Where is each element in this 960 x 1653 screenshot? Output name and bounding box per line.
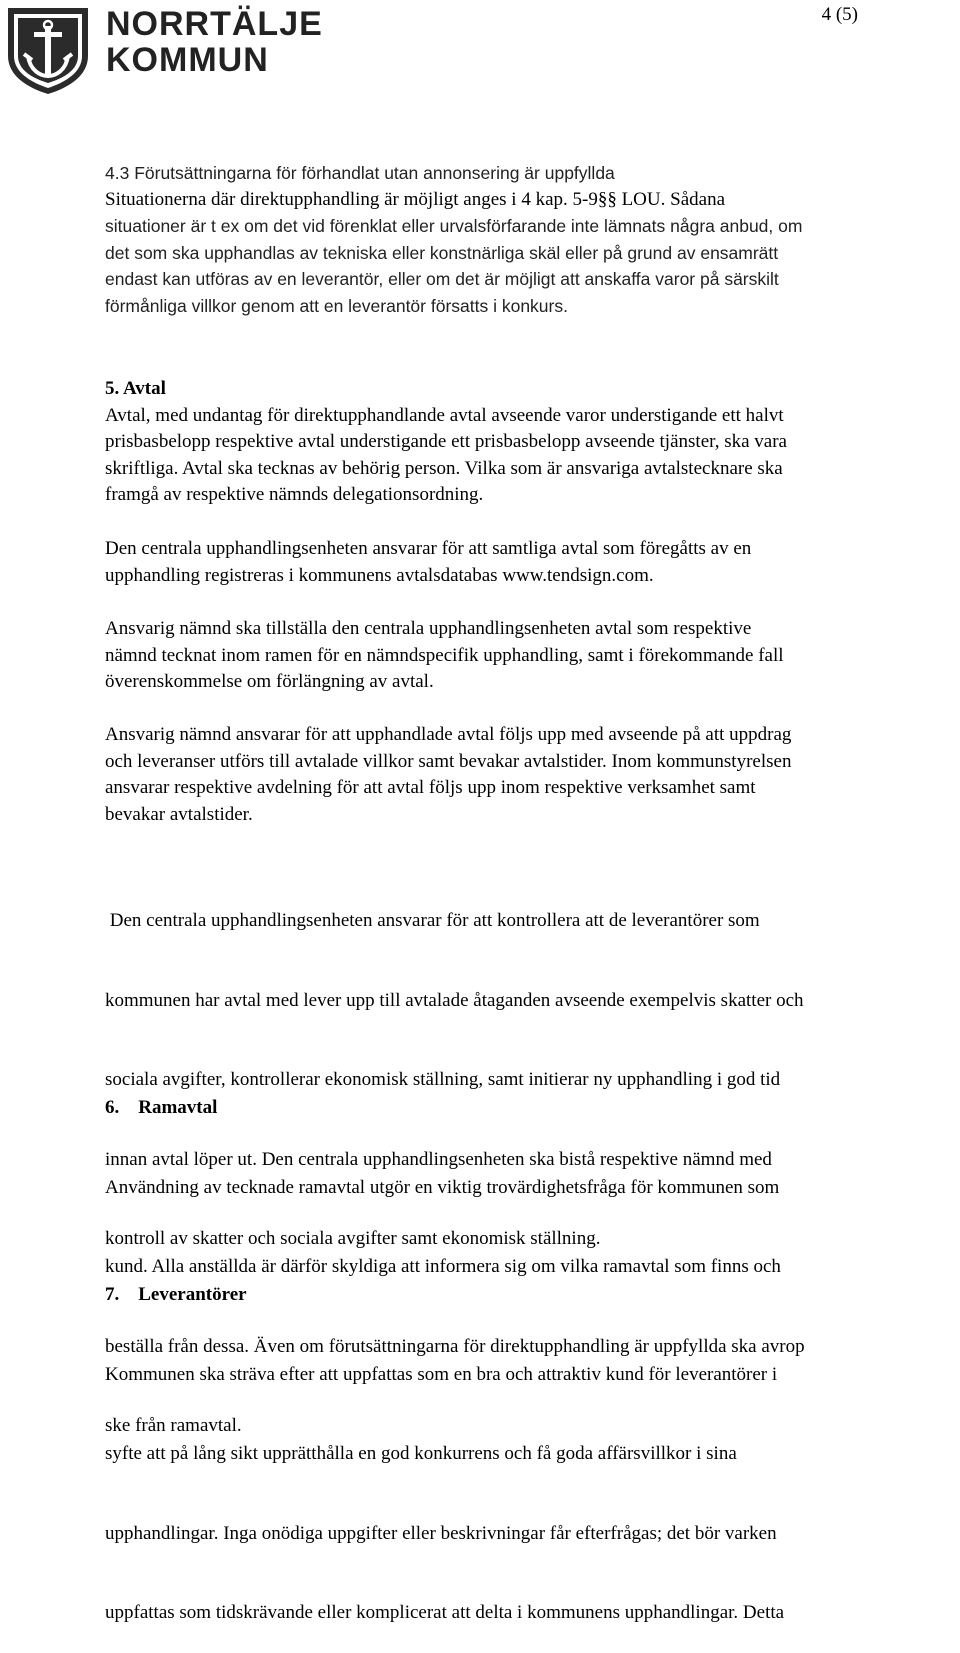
page-number: 4 (5) bbox=[821, 4, 858, 25]
text-line: ansvarar respektive avdelning för att avtal följs upp inom respektive verksamhet samt bbox=[105, 777, 756, 798]
text-line: uppfattas som tidskrävande eller komplicerat att delta i kommunens upphandlingar. Detta bbox=[105, 1602, 785, 1623]
text-line: bevakar avtalstider. bbox=[105, 803, 253, 825]
text-line: kommunen har avtal med lever upp till avtalade åtaganden avseende exempelvis skatter och bbox=[105, 989, 804, 1011]
section-5-paragraph-3 bbox=[105, 616, 960, 696]
logo-line-2: KOMMUN bbox=[106, 41, 269, 79]
text-line: innan avtal löper ut. Den centrala upphandlingsenheten ska bistå respektive nämnd med bbox=[105, 1148, 772, 1170]
text-line: syfte att på lång sikt upprätthålla en god konkurrens och få goda affärsvillkor i sina bbox=[105, 1443, 737, 1464]
text-line: och leveranser utförs till avtalade villkor samt bevakar avtalstider. Inom kommunstyrelsen bbox=[105, 750, 792, 772]
section-6-heading: 6. Ramavtal bbox=[105, 1097, 218, 1118]
text-line: beställa från dessa. Även om förutsättningarna för direktupphandling är uppfyllda ska avrop bbox=[105, 1335, 805, 1357]
text-line: kontroll av skatter och sociala avgifter samt ekonomisk ställning. bbox=[105, 1228, 601, 1249]
text-line: ske från ramavtal. bbox=[105, 1415, 242, 1436]
section-4-3-heading: 4.3 Förutsättningarna för förhandlat utan annonsering är uppfyllda bbox=[105, 163, 615, 183]
text-line: Avtal, med undantag för direktupphandlande avtal avseende varor understigande ett halvt bbox=[105, 404, 784, 426]
text-line: upphandling registreras i kommunens avtalsdatabas www.tendsign.com. bbox=[105, 564, 654, 586]
section-7 bbox=[105, 1229, 960, 1653]
text-line: situationer är t ex om det vid förenklat eller urvalsförfarande inte lämnats några anbud, om bbox=[105, 216, 803, 236]
logo-line-1: NORRTÄLJE bbox=[106, 5, 323, 43]
text-line: skriftliga. Avtal ska tecknas av behörig person. Vilka som är ansvariga avtalstecknare ska bbox=[105, 457, 783, 479]
kommun-logo bbox=[4, 4, 323, 96]
text-line: sociala avgifter, kontrollerar ekonomisk ställning, samt initierar ny upphandling i god tid bbox=[105, 1069, 781, 1090]
text-line: nämnd tecknat inom ramen för en nämndspecifik upphandling, samt i förekommande fall bbox=[105, 644, 784, 666]
logo-wordmark bbox=[106, 6, 323, 78]
section-7-heading: 7. Leverantörer bbox=[105, 1284, 247, 1305]
text-line: Den centrala upphandlingsenheten ansvarar för att kontrollera att de leverantörer som bbox=[105, 910, 760, 931]
coat-of-arms-icon bbox=[4, 4, 92, 96]
text-line: kund. Alla anställda är därför skyldiga att informera sig om vilka ramavtal som finns och bbox=[105, 1256, 781, 1277]
section-5-heading: 5. Avtal bbox=[105, 378, 166, 399]
text-line: Användning av tecknade ramavtal utgör en viktig trovärdighetsfråga för kommunen som bbox=[105, 1176, 780, 1198]
text-line: upphandlingar. Inga onödiga uppgifter eller beskrivningar får efterfrågas; det bör varken bbox=[105, 1522, 777, 1544]
section-5-paragraph-4 bbox=[105, 722, 960, 828]
section-5 bbox=[105, 376, 960, 509]
text-line: det som ska upphandlas av tekniska eller konstnärliga skäl eller på grund av ensamrätt bbox=[105, 242, 779, 263]
text-line: Kommunen ska sträva efter att uppfattas som en bra och attraktiv kund för leverantörer i bbox=[105, 1363, 778, 1385]
text-line: Ansvarig nämnd ansvarar för att upphandlade avtal följs upp med avseende på att uppdrag bbox=[105, 724, 792, 745]
text-line: Den centrala upphandlingsenheten ansvarar för att samtliga avtal som föregåtts av en bbox=[105, 538, 752, 559]
text-line: förmånliga villkor genom att en leverantör försatts i konkurs. bbox=[105, 295, 568, 316]
text-line: prisbasbelopp respektive avtal understigande ett prisbasbelopp avseende tjänster, ska vara bbox=[105, 431, 787, 452]
section-5-paragraph-2 bbox=[105, 536, 960, 589]
section-4-3 bbox=[105, 160, 960, 319]
text-line: Ansvarig nämnd ska tillställa den centrala upphandlingsenheten avtal som respektive bbox=[105, 618, 752, 639]
text-line: framgå av respektive nämnds delegationsordning. bbox=[105, 484, 484, 505]
text-line: Situationerna där direktupphandling är möjligt anges i 4 kap. 5-9§§ LOU. Sådana bbox=[105, 188, 725, 210]
text-line: överenskommelse om förlängning av avtal. bbox=[105, 671, 434, 692]
text-line: endast kan utföras av en leverantör, eller om det är möjligt att anskaffa varor på särskilt bbox=[105, 269, 779, 289]
